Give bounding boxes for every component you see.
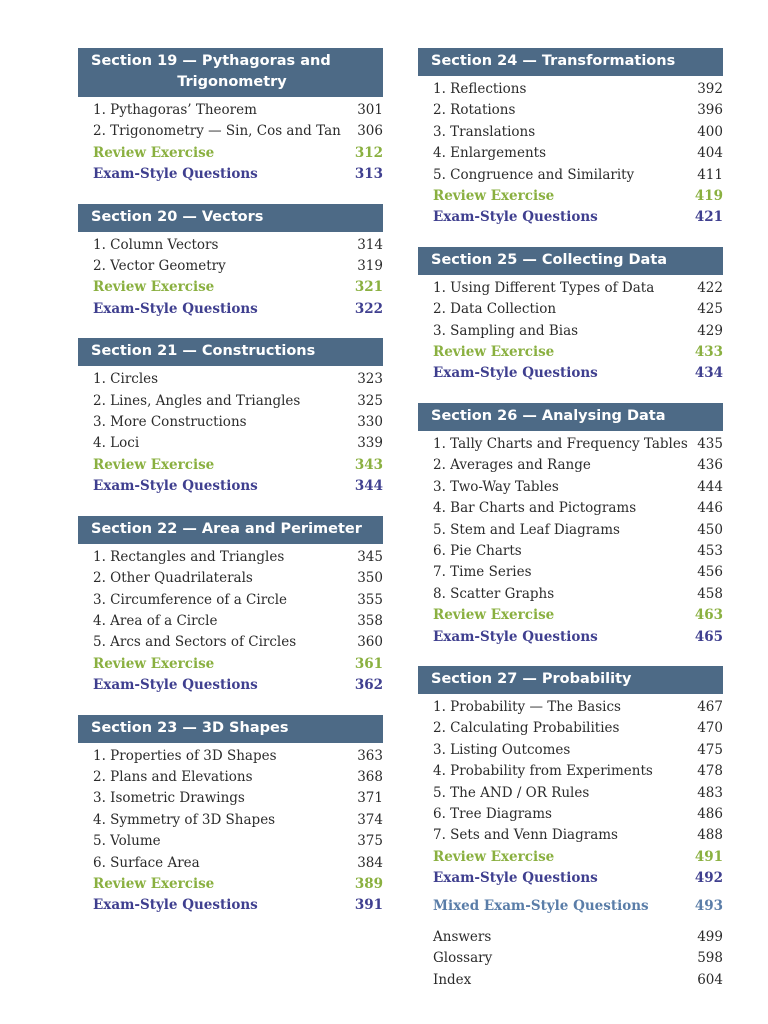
review-exercise-entry[interactable]: [78, 455, 383, 476]
entry-label: 2. Plans and Elevations: [93, 768, 253, 785]
toc-entry[interactable]: [418, 321, 723, 342]
toc-entry[interactable]: [78, 433, 383, 454]
entry-label: 4. Loci: [93, 435, 140, 452]
entry-label: Exam-Style Questions: [433, 628, 598, 645]
toc-entry[interactable]: [418, 718, 723, 739]
section-26: [418, 403, 723, 648]
entry-page: 375: [357, 833, 383, 850]
toc-entry[interactable]: [418, 100, 723, 121]
section-title: Section 22 — Area and Perimeter: [91, 520, 362, 537]
entry-page: 436: [697, 457, 723, 474]
entry-page: 330: [357, 414, 383, 431]
toc-entry[interactable]: [78, 746, 383, 767]
entry-label: Review Exercise: [433, 848, 555, 865]
entry-label: 7. Time Series: [433, 564, 532, 581]
entry-page: 391: [354, 897, 383, 914]
section-25: [418, 247, 723, 385]
entry-page: 400: [697, 123, 723, 140]
section-title: Section 23 — 3D Shapes: [91, 719, 289, 736]
toc-entry[interactable]: [418, 783, 723, 804]
entry-label: Exam-Style Questions: [433, 365, 598, 382]
entry-label: 1. Using Different Types of Data: [433, 279, 655, 296]
entry-page: 345: [357, 548, 383, 565]
review-exercise-entry[interactable]: [418, 186, 723, 207]
toc-entry[interactable]: [78, 235, 383, 256]
section-header: [78, 48, 383, 97]
entry-page: 435: [697, 435, 723, 452]
entry-label: 3. More Constructions: [93, 414, 247, 431]
entry-page: 458: [697, 585, 723, 602]
entry-label: Exam-Style Questions: [93, 897, 258, 914]
review-exercise-entry[interactable]: [418, 342, 723, 363]
section-header: [418, 666, 723, 694]
entry-page: 421: [694, 209, 723, 226]
entry-label: Review Exercise: [433, 344, 555, 361]
entry-label: 6. Tree Diagrams: [433, 805, 552, 822]
toc-left-column: [78, 48, 383, 935]
section-title: Section 27 — Probability: [431, 670, 632, 687]
section-title-line2: Trigonometry: [177, 74, 287, 90]
entry-page: 404: [697, 145, 723, 162]
toc-entry[interactable]: [418, 79, 723, 100]
entry-label: 1. Tally Charts and Frequency Tables: [433, 435, 688, 452]
toc-entry[interactable]: [418, 299, 723, 320]
entry-label: 1. Pythagoras’ Theorem: [93, 102, 257, 118]
entry-page: 339: [357, 435, 383, 452]
entry-label: Exam-Style Questions: [433, 209, 598, 226]
toc-entry[interactable]: [418, 477, 723, 498]
entry-page: 363: [357, 747, 383, 764]
section-header: [418, 403, 723, 431]
entry-page: 371: [357, 790, 383, 807]
entry-page: 429: [697, 322, 723, 339]
entry-label: 5. Stem and Leaf Diagrams: [433, 521, 620, 538]
entry-page: 450: [697, 521, 723, 538]
entry-label: Index: [433, 971, 472, 988]
entry-page: 467: [697, 698, 723, 715]
section-header: [78, 715, 383, 743]
entry-label: 2. Trigonometry — Sin, Cos and Tan: [93, 123, 341, 140]
entry-label: 2. Rotations: [433, 102, 516, 119]
entry-page: 344: [354, 478, 383, 495]
section-header: [418, 48, 723, 76]
toc-entry[interactable]: [78, 568, 383, 589]
entry-page: 470: [697, 720, 723, 737]
entry-page: 446: [697, 500, 723, 517]
toc-entry[interactable]: [418, 122, 723, 143]
entry-page: 323: [357, 371, 383, 388]
entry-page: 422: [697, 279, 723, 296]
entry-page: 478: [697, 763, 723, 780]
entry-page: 475: [697, 741, 723, 758]
toc-entry[interactable]: [418, 455, 723, 476]
entry-page: 434: [694, 365, 723, 382]
entry-label: 3. Circumference of a Circle: [93, 591, 288, 608]
entry-page: 491: [694, 848, 723, 865]
review-exercise-entry[interactable]: [78, 654, 383, 675]
section-20: [78, 204, 383, 321]
toc-entry[interactable]: [78, 853, 383, 874]
exam-questions-entry[interactable]: [418, 627, 723, 648]
toc-entry[interactable]: [78, 121, 383, 142]
entry-page: 493: [694, 897, 723, 914]
toc-entry[interactable]: [418, 697, 723, 718]
entry-page: 486: [697, 805, 723, 822]
entry-label: 5. The AND / OR Rules: [433, 784, 590, 801]
entry-label: 1. Probability — The Basics: [433, 698, 621, 715]
entry-page: 368: [357, 768, 383, 785]
entry-page: 358: [357, 612, 383, 629]
entry-page: 499: [697, 929, 723, 945]
exam-questions-entry[interactable]: [78, 895, 383, 916]
toc-entry[interactable]: [418, 562, 723, 583]
entry-label: 5. Volume: [93, 833, 161, 850]
entry-label: Review Exercise: [433, 607, 555, 624]
entry-page: 306: [357, 123, 383, 140]
exam-questions-entry[interactable]: [418, 207, 723, 228]
entry-label: 3. Two-Way Tables: [433, 478, 559, 495]
entry-page: 419: [694, 188, 723, 205]
section-24: [418, 48, 723, 229]
section-header: [78, 516, 383, 544]
entry-label: Exam-Style Questions: [93, 677, 258, 694]
entry-page: 604: [697, 971, 723, 988]
entry-label: 2. Other Quadrilaterals: [93, 570, 253, 587]
back-matter: [418, 927, 723, 991]
entry-label: 1. Properties of 3D Shapes: [93, 747, 277, 764]
toc-entry[interactable]: [78, 767, 383, 788]
entry-label: 1. Circles: [93, 371, 159, 388]
toc-entry[interactable]: [418, 804, 723, 825]
review-exercise-entry[interactable]: [78, 143, 383, 164]
toc-entry[interactable]: [418, 165, 723, 186]
entry-page: 319: [357, 258, 383, 275]
mixed-exam-questions-entry[interactable]: [418, 896, 723, 917]
entry-label: 8. Scatter Graphs: [433, 585, 555, 602]
glossary-entry[interactable]: [418, 948, 723, 969]
exam-questions-entry[interactable]: [78, 476, 383, 497]
entry-page: 453: [697, 542, 723, 559]
entry-label: 1. Rectangles and Triangles: [93, 548, 285, 565]
section-header: [78, 204, 383, 232]
entry-label: 1. Column Vectors: [93, 236, 219, 253]
toc-entry[interactable]: [418, 498, 723, 519]
entry-label: Mixed Exam-Style Questions: [433, 897, 649, 914]
entry-label: 3. Translations: [433, 123, 536, 140]
entry-label: Review Exercise: [93, 279, 215, 296]
entry-label: 2. Lines, Angles and Triangles: [93, 392, 301, 409]
toc-entry[interactable]: [78, 590, 383, 611]
entry-label: 3. Listing Outcomes: [433, 741, 571, 758]
entry-page: 433: [694, 344, 723, 361]
review-exercise-entry[interactable]: [418, 847, 723, 868]
entry-label: Exam-Style Questions: [93, 478, 258, 495]
entry-page: 374: [357, 811, 383, 828]
entry-label: 5. Arcs and Sectors of Circles: [93, 634, 297, 651]
entry-label: Exam-Style Questions: [93, 300, 258, 317]
entry-page: 389: [354, 875, 383, 892]
toc-entry[interactable]: [78, 611, 383, 632]
entry-label: 2. Calculating Probabilities: [433, 720, 620, 737]
entry-label: 7. Sets and Venn Diagrams: [433, 827, 618, 844]
toc-entry[interactable]: [418, 520, 723, 541]
entry-label: Review Exercise: [93, 144, 215, 161]
entry-page: 444: [697, 478, 723, 495]
entry-label: 4. Bar Charts and Pictograms: [433, 500, 637, 517]
toc-entry[interactable]: [78, 391, 383, 412]
toc-entry[interactable]: [418, 761, 723, 782]
entry-page: 301: [357, 102, 383, 118]
entry-page: 463: [694, 607, 723, 624]
entry-page: 322: [354, 300, 383, 317]
section-header: [78, 338, 383, 366]
section-19: [78, 48, 383, 186]
entry-label: Review Exercise: [93, 655, 215, 672]
exam-questions-entry[interactable]: [78, 164, 383, 185]
entry-label: Review Exercise: [93, 456, 215, 473]
entry-label: 1. Reflections: [433, 81, 527, 97]
entry-page: 392: [697, 81, 723, 97]
entry-label: 4. Enlargements: [433, 145, 547, 162]
entry-page: 483: [697, 784, 723, 801]
section-27: [418, 666, 723, 991]
entry-page: 488: [697, 827, 723, 844]
toc-entry[interactable]: [418, 143, 723, 164]
entry-label: Exam-Style Questions: [433, 870, 598, 887]
review-exercise-entry[interactable]: [78, 277, 383, 298]
entry-page: 312: [354, 144, 383, 161]
exam-questions-entry[interactable]: [418, 363, 723, 384]
toc-right-column: [418, 48, 723, 1009]
toc-entry[interactable]: [78, 788, 383, 809]
toc-entry[interactable]: [418, 541, 723, 562]
toc-entry[interactable]: [418, 825, 723, 846]
section-23: [78, 715, 383, 917]
entry-page: 325: [357, 392, 383, 409]
entry-label: Glossary: [433, 950, 493, 967]
entry-page: 360: [357, 634, 383, 651]
toc-entry[interactable]: [78, 412, 383, 433]
entry-label: 6. Pie Charts: [433, 542, 522, 559]
entry-page: 321: [354, 279, 383, 296]
section-title: Section 21 — Constructions: [91, 343, 316, 360]
section-header: [418, 247, 723, 275]
entry-label: Review Exercise: [93, 875, 215, 892]
toc-entry[interactable]: [418, 434, 723, 455]
entry-page: 361: [354, 655, 383, 672]
toc-entry[interactable]: [78, 100, 383, 121]
entry-label: 2. Vector Geometry: [93, 258, 226, 275]
entry-page: 492: [694, 870, 723, 887]
section-title-line1: Section 19 — Pythagoras and: [91, 53, 331, 69]
toc-entry[interactable]: [78, 369, 383, 390]
entry-page: 425: [697, 301, 723, 318]
entry-page: 384: [357, 854, 383, 871]
entry-label: Exam-Style Questions: [93, 166, 258, 183]
entry-label: Review Exercise: [433, 188, 555, 205]
toc-entry[interactable]: [418, 740, 723, 761]
review-exercise-entry[interactable]: [78, 874, 383, 895]
toc-entry[interactable]: [78, 810, 383, 831]
entry-label: 3. Isometric Drawings: [93, 790, 245, 807]
toc-entry[interactable]: [418, 584, 723, 605]
section-title: Section 25 — Collecting Data: [431, 251, 668, 268]
exam-questions-entry[interactable]: [418, 868, 723, 889]
entry-label: 4. Area of a Circle: [93, 612, 218, 629]
answers-entry[interactable]: [418, 927, 723, 948]
entry-page: 350: [357, 570, 383, 587]
toc-entry[interactable]: [78, 547, 383, 568]
entry-label: 2. Averages and Range: [433, 457, 591, 474]
index-entry[interactable]: [418, 970, 723, 991]
section-title: Section 20 — Vectors: [91, 208, 264, 225]
entry-page: 456: [697, 564, 723, 581]
section-title: Section 24 — Transformations: [431, 53, 676, 69]
entry-label: 4. Probability from Experiments: [433, 763, 653, 780]
section-22: [78, 516, 383, 697]
exam-questions-entry[interactable]: [78, 675, 383, 696]
entry-page: 465: [694, 628, 723, 645]
entry-page: 362: [354, 677, 383, 694]
section-title: Section 26 — Analysing Data: [431, 407, 666, 424]
entry-page: 314: [357, 236, 383, 253]
toc-entry[interactable]: [78, 831, 383, 852]
entry-page: 411: [697, 166, 723, 183]
entry-label: 2. Data Collection: [433, 301, 557, 318]
entry-page: 355: [357, 591, 383, 608]
entry-label: Answers: [433, 929, 492, 945]
toc-entry[interactable]: [78, 632, 383, 653]
entry-page: 598: [697, 950, 723, 967]
entry-label: 3. Sampling and Bias: [433, 322, 579, 339]
entry-page: 343: [354, 456, 383, 473]
review-exercise-entry[interactable]: [418, 605, 723, 626]
section-21: [78, 338, 383, 497]
entry-page: 396: [697, 102, 723, 119]
toc-entry[interactable]: [78, 256, 383, 277]
entry-label: 5. Congruence and Similarity: [433, 166, 635, 183]
exam-questions-entry[interactable]: [78, 299, 383, 320]
toc-entry[interactable]: [418, 278, 723, 299]
entry-label: 6. Surface Area: [93, 854, 200, 871]
entry-label: 4. Symmetry of 3D Shapes: [93, 811, 276, 828]
entry-page: 313: [354, 166, 383, 183]
